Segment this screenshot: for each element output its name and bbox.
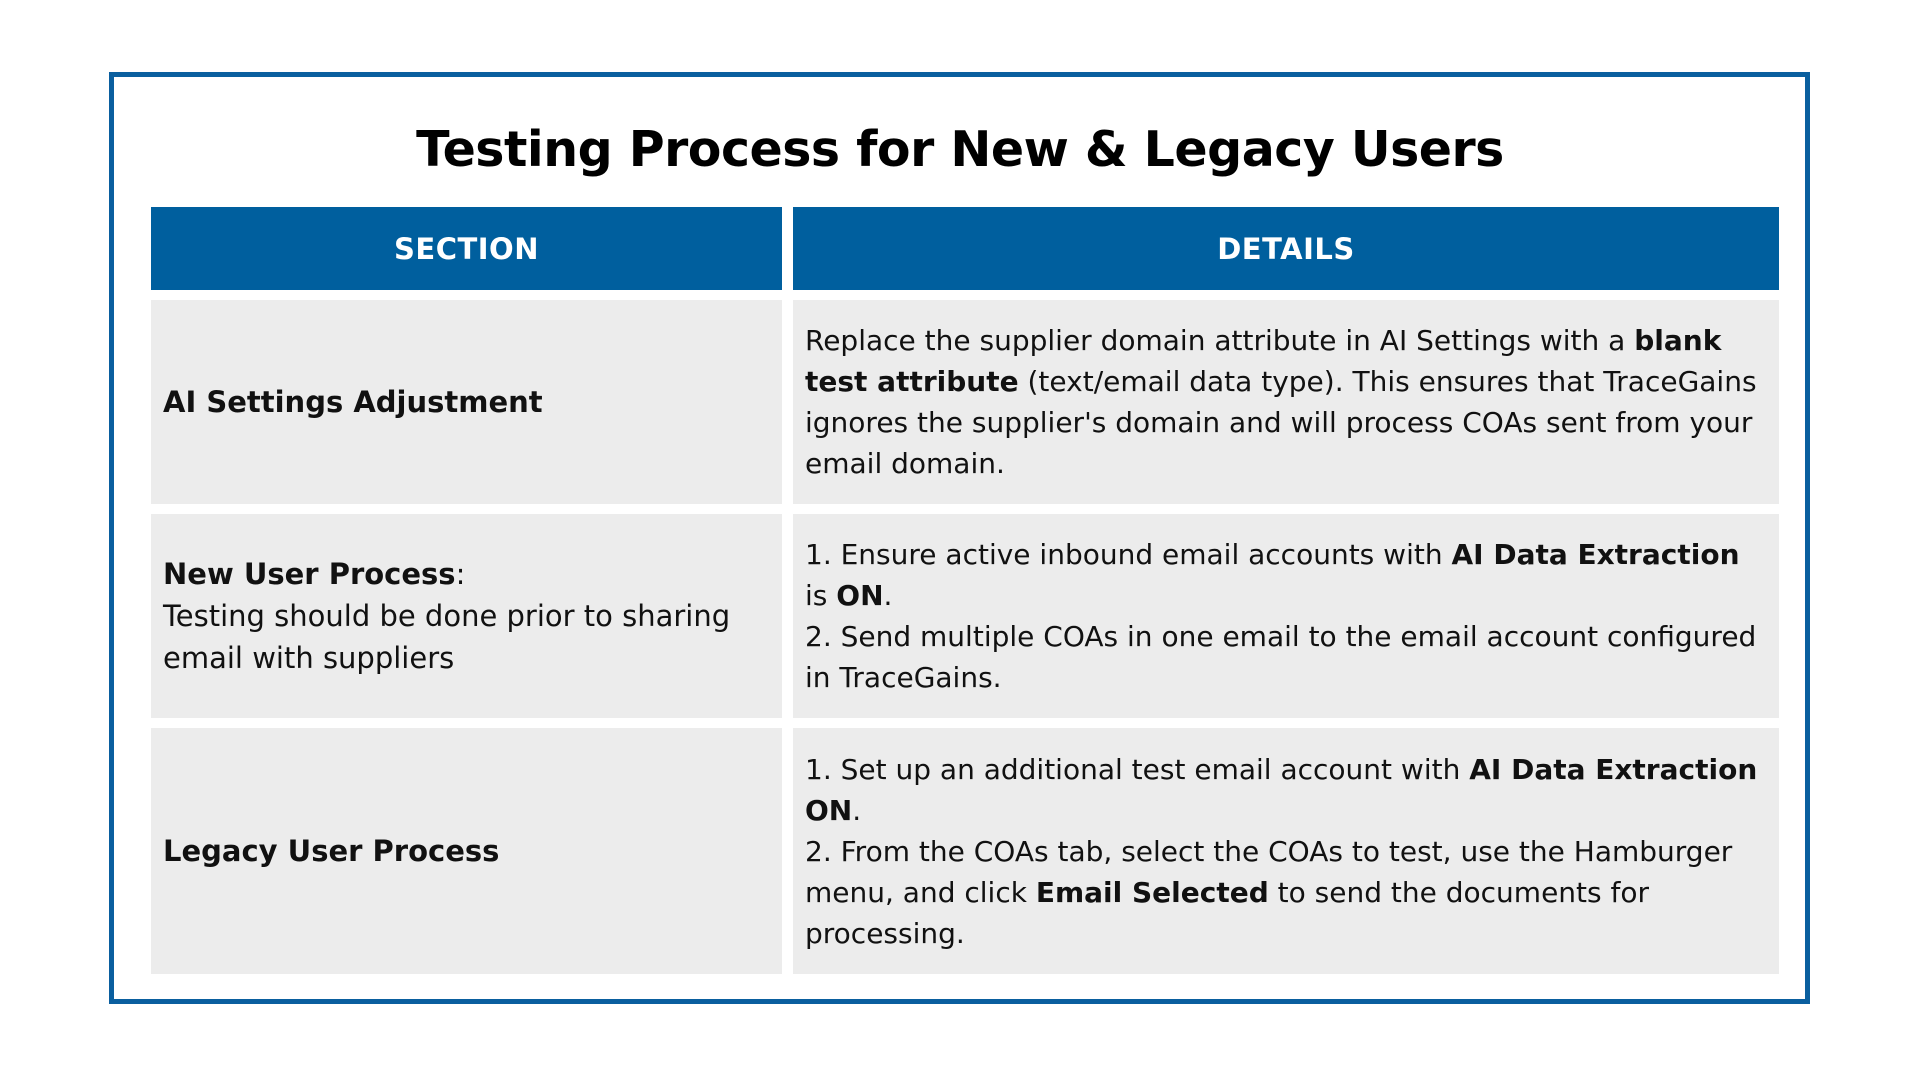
section-title: Legacy User Process — [163, 834, 500, 868]
section-title-suffix: : — [455, 557, 466, 591]
details-bold-part: AI Data Extraction ON — [805, 752, 1758, 827]
page-title: Testing Process for New & Legacy Users — [416, 121, 1504, 178]
details-text-part: to send the documents for processing. — [805, 875, 1650, 950]
details-step-2: 2. Send multiple COAs in one email to the email account configured in TraceGains. — [805, 620, 1757, 694]
details-step-1 — [805, 749, 1767, 831]
details-text-part: is — [805, 579, 837, 612]
details-text-part: 1. Set up an additional test email account with — [805, 752, 1470, 786]
details-step-1 — [805, 534, 1767, 616]
details-text-part: . — [883, 579, 893, 612]
details-text — [805, 320, 1767, 484]
row-new-user-section — [151, 514, 782, 718]
header-details: DETAILS — [793, 207, 1779, 290]
row-ai-settings-section — [151, 300, 782, 504]
process-table — [151, 207, 1779, 974]
details-text-part: Replace the supplier domain attribute in AI Settings with a — [805, 324, 1635, 357]
header-section: SECTION — [151, 207, 782, 290]
row-ai-settings-details — [793, 300, 1779, 504]
details-text-part: . — [852, 793, 862, 827]
section-title-line — [163, 553, 770, 595]
row-new-user-details — [793, 514, 1779, 718]
details-text-part: 1. Ensure active inbound email accounts with — [805, 538, 1452, 571]
section-title: AI Settings Adjustment — [163, 385, 543, 419]
details-text-part: (text/email data type). This ensures that TraceGains ignores the supplier's domain and will process COAs sent from your email domain. — [805, 365, 1757, 480]
details-bold-part: blank test attribute — [805, 324, 1722, 398]
details-step-2 — [805, 831, 1767, 954]
details-text-part: 2. From the COAs tab, select the COAs to test, use the Hamburger menu, and click — [805, 834, 1733, 909]
details-bold-part: ON — [836, 579, 884, 612]
section-note: Testing should be done prior to sharing email with suppliers — [163, 599, 731, 675]
section-title: New User Process — [163, 557, 456, 591]
row-legacy-user-section — [151, 728, 782, 974]
row-legacy-user-details — [793, 728, 1779, 974]
details-bold-part: Email Selected — [1035, 875, 1269, 909]
details-bold-part: AI Data Extraction — [1451, 538, 1740, 571]
